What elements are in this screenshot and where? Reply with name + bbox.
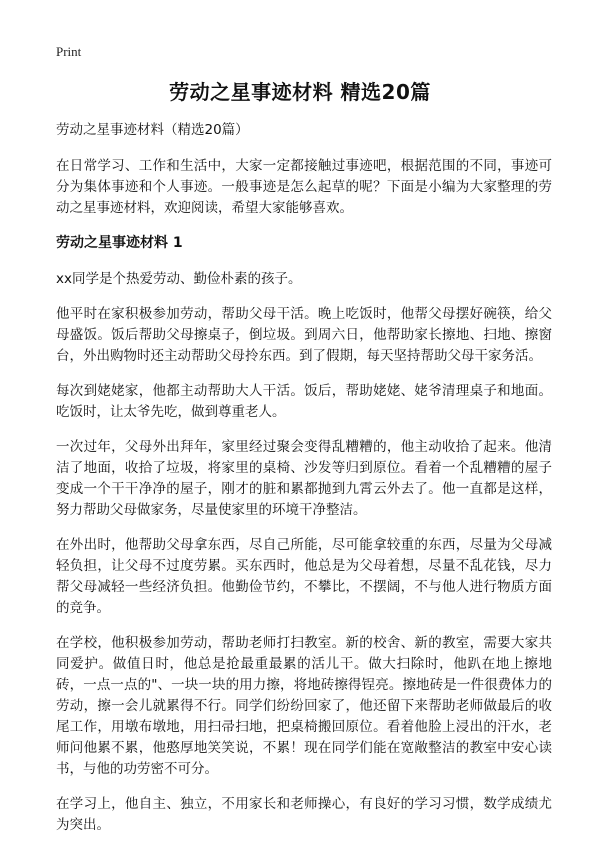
body-paragraph-4: 一次过年，父母外出拜年，家里经过聚会变得乱糟糟的，他主动收拾了起来。他清洁了地面，收拾了垃圾，将家里的桌椅、沙发等归到原位。看着一个乱糟糟的屋子变成一个干干净净的屋子，刚才的脏和累都抛到九霄云外去了。他一直都是这样，努力帮助父母做家务，尽量使家里的环境干净整洁。 [56,439,552,518]
body-paragraph-2: 他平时在家积极参加劳动，帮助父母干活。晚上吃饭时，他帮父母摆好碗筷，给父母盛饭。饭后帮助父母擦桌子，倒垃圾。到周六日，他帮助家长擦地、扫地、擦窗台，外出购物时还主动帮助父母拎东西。到了假期，每天坚持帮助父母干家务活。 [56,306,552,364]
body-paragraph-7: 在学习上，他自主、独立，不用家长和老师操心，有良好的学习习惯，数学成绩尤为突出。 [56,796,552,833]
intro-paragraph: 在日常学习、工作和生活中，大家一定都接触过事迹吧，根据范围的不同，事迹可分为集体事迹和个人事迹。一般事迹是怎么起草的呢？下面是小编为大家整理的劳动之星事迹材料，欢迎阅读，希望大家能够喜欢。 [56,158,552,216]
document-subtitle: 劳动之星事迹材料（精选20篇） [56,122,249,138]
body-paragraph-6: 在学校，他积极参加劳动，帮助老师打扫教室。新的校舍、新的教室，需要大家共同爱护。做值日时，他总是抢最重最累的活儿干。做大扫除时，他趴在地上擦地砖，一点一点的"、一块一块的用力擦，将地砖擦得锃亮。擦地砖是一件很费体力的劳动，擦一会儿就累得不行。同学们纷纷回家了，他还留下来帮助老师做最后的收尾工作，用墩布墩地，用扫帚扫地，把桌椅搬回原位。看着他脸上浸出的汗水，老师问他累不累，他憨厚地笑笑说，不累！现在同学们能在宽敞整洁的教室中安心读书，与他的功劳密不可分。 [56,635,552,777]
body-paragraph-5: 在外出时，他帮助父母拿东西，尽自己所能，尽可能拿较重的东西，尽量为父母减轻负担，让父母不过度劳累。买东西时，他总是为父母着想，尽量不乱花钱，尽力帮父母减轻一些经济负担。他勤俭节约，不攀比，不摆阔，不与他人进行物质方面的竞争。 [56,537,552,616]
body-paragraph-1: xx同学是个热爱劳动、勤俭朴素的孩子。 [56,271,302,287]
page-title: 劳动之星事迹材料 精选20篇 [169,80,431,104]
document-body [56,120,552,850]
body-paragraph-3: 每次到姥姥家，他都主动帮助大人干活。饭后，帮助姥姥、姥爷清理桌子和地面。吃饭时，让太爷先吃，做到尊重老人。 [56,383,552,420]
section-heading: 劳动之星事迹材料 1 [56,235,183,251]
print-label[interactable]: Print [56,44,82,59]
